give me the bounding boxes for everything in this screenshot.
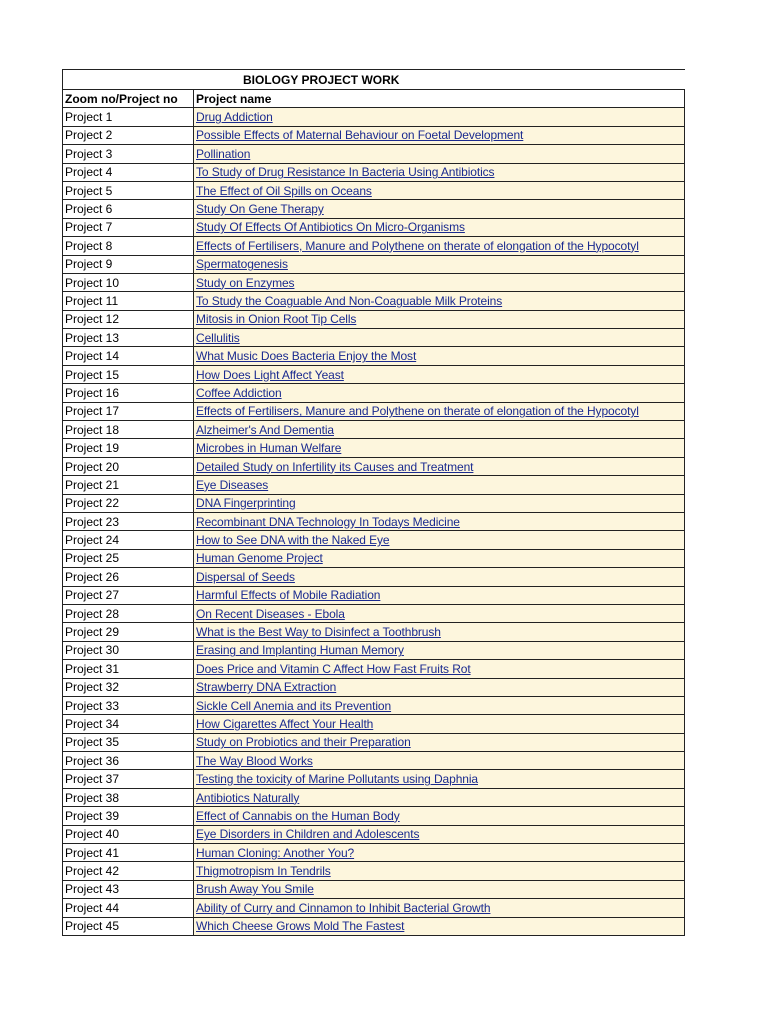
table-row: [63, 531, 685, 549]
project-name-cell: [194, 292, 685, 310]
project-number: Project 23: [63, 512, 194, 530]
table-row: [63, 660, 685, 678]
project-name-cell: [194, 273, 685, 291]
header-row: [63, 90, 685, 108]
project-link[interactable]: Spermatogenesis: [196, 257, 288, 272]
project-link[interactable]: Mitosis in Onion Root Tip Cells: [196, 312, 357, 327]
project-link[interactable]: Drug Addiction: [196, 110, 273, 125]
project-number: Project 24: [63, 531, 194, 549]
project-name-cell: [194, 181, 685, 199]
table-row: [63, 237, 685, 255]
table-row: [63, 273, 685, 291]
project-name-cell: [194, 347, 685, 365]
project-name-cell: [194, 825, 685, 843]
table-row: [63, 476, 685, 494]
project-number: Project 17: [63, 402, 194, 420]
table-row: [63, 862, 685, 880]
project-number: Project 36: [63, 752, 194, 770]
table-row: [63, 494, 685, 512]
project-name-cell: [194, 917, 685, 935]
project-link[interactable]: Human Cloning: Another You?: [196, 845, 355, 860]
project-number: Project 8: [63, 237, 194, 255]
project-number: Project 16: [63, 384, 194, 402]
project-link[interactable]: Thigmotropism In Tendrils: [196, 864, 331, 879]
project-number: Project 42: [63, 862, 194, 880]
table-row: [63, 145, 685, 163]
project-number: Project 4: [63, 163, 194, 181]
project-link[interactable]: Which Cheese Grows Mold The Fastest: [196, 919, 405, 934]
project-link[interactable]: Sickle Cell Anemia and its Prevention: [196, 698, 392, 713]
project-name-cell: [194, 678, 685, 696]
table-row: [63, 752, 685, 770]
project-number: Project 6: [63, 200, 194, 218]
table-row: [63, 696, 685, 714]
project-name-cell: [194, 108, 685, 126]
project-link[interactable]: Study On Gene Therapy: [196, 202, 324, 217]
table-row: [63, 770, 685, 788]
header-project-name: Project name: [194, 90, 685, 108]
project-name-cell: [194, 126, 685, 144]
project-link[interactable]: The Effect of Oil Spills on Oceans: [196, 183, 372, 198]
project-link[interactable]: How Cigarettes Affect Your Health: [196, 716, 374, 731]
project-link[interactable]: Effects of Fertilisers, Manure and Polythene on therate of elongation of the Hypocotyl: [196, 238, 639, 253]
project-number: Project 29: [63, 623, 194, 641]
project-link[interactable]: Microbes in Human Welfare: [196, 441, 342, 456]
project-link[interactable]: What is the Best Way to Disinfect a Toothbrush: [196, 625, 441, 640]
project-link[interactable]: Cellulitis: [196, 330, 240, 345]
project-number: Project 44: [63, 899, 194, 917]
project-number: Project 2: [63, 126, 194, 144]
project-link[interactable]: DNA Fingerprinting: [196, 496, 296, 511]
table-row: [63, 899, 685, 917]
project-name-cell: [194, 623, 685, 641]
project-link[interactable]: On Recent Diseases - Ebola: [196, 606, 345, 621]
project-number: Project 20: [63, 457, 194, 475]
project-name-cell: [194, 421, 685, 439]
project-name-cell: [194, 145, 685, 163]
table-row: [63, 825, 685, 843]
project-number: Project 30: [63, 641, 194, 659]
project-name-cell: [194, 439, 685, 457]
project-name-cell: [194, 862, 685, 880]
project-number: Project 10: [63, 273, 194, 291]
project-name-cell: [194, 733, 685, 751]
project-link[interactable]: What Music Does Bacteria Enjoy the Most: [196, 349, 417, 364]
project-number: Project 15: [63, 365, 194, 383]
project-name-cell: [194, 218, 685, 236]
project-link[interactable]: Testing the toxicity of Marine Pollutants using Daphnia: [196, 772, 478, 787]
project-link[interactable]: Dispersal of Seeds: [196, 569, 295, 584]
project-name-cell: [194, 494, 685, 512]
header-project-no: Zoom no/Project no: [63, 90, 194, 108]
table-row: [63, 457, 685, 475]
table-row: [63, 163, 685, 181]
project-name-cell: [194, 476, 685, 494]
table-row: [63, 549, 685, 567]
table-row: [63, 715, 685, 733]
project-name-cell: [194, 163, 685, 181]
project-name-cell: [194, 512, 685, 530]
project-link[interactable]: Eye Disorders in Children and Adolescents: [196, 827, 420, 842]
project-link[interactable]: Detailed Study on Infertility its Causes and Treatment: [196, 459, 474, 474]
project-name-cell: [194, 788, 685, 806]
project-name-cell: [194, 549, 685, 567]
project-number: Project 27: [63, 586, 194, 604]
project-link[interactable]: Recombinant DNA Technology In Todays Medicine: [196, 514, 460, 529]
project-name-cell: [194, 310, 685, 328]
project-table: [62, 69, 685, 936]
table-row: [63, 292, 685, 310]
table-row: [63, 623, 685, 641]
table-row: [63, 126, 685, 144]
table-row: [63, 733, 685, 751]
project-link[interactable]: Effects of Fertilisers, Manure and Polythene on therate of elongation of the Hypocotyl: [196, 404, 639, 419]
project-name-cell: [194, 660, 685, 678]
table-row: [63, 365, 685, 383]
project-number: Project 33: [63, 696, 194, 714]
project-number: Project 34: [63, 715, 194, 733]
project-link[interactable]: Pollination: [196, 146, 251, 161]
project-name-cell: [194, 365, 685, 383]
table-row: [63, 880, 685, 898]
table-row: [63, 512, 685, 530]
table-row: [63, 807, 685, 825]
table-row: [63, 255, 685, 273]
project-number: Project 35: [63, 733, 194, 751]
project-number: Project 11: [63, 292, 194, 310]
table-row: [63, 218, 685, 236]
project-number: Project 25: [63, 549, 194, 567]
project-number: Project 31: [63, 660, 194, 678]
table-row: [63, 108, 685, 126]
project-name-cell: [194, 715, 685, 733]
title-row: [63, 70, 685, 90]
project-name-cell: [194, 255, 685, 273]
project-number: Project 18: [63, 421, 194, 439]
project-name-cell: [194, 568, 685, 586]
project-number: Project 43: [63, 880, 194, 898]
project-name-cell: [194, 237, 685, 255]
table-row: [63, 310, 685, 328]
table-row: [63, 181, 685, 199]
project-link[interactable]: To Study the Coaguable And Non-Coaguable Milk Proteins: [196, 293, 503, 308]
project-link[interactable]: Does Price and Vitamin C Affect How Fast Fruits Rot: [196, 661, 471, 676]
table-row: [63, 788, 685, 806]
project-link[interactable]: Eye Diseases: [196, 477, 269, 492]
project-name-cell: [194, 457, 685, 475]
project-name-cell: [194, 604, 685, 622]
project-link[interactable]: Effect of Cannabis on the Human Body: [196, 808, 400, 823]
project-link[interactable]: Possible Effects of Maternal Behaviour on Foetal Development: [196, 128, 524, 143]
table-row: [63, 586, 685, 604]
table-row: [63, 384, 685, 402]
project-rows: [63, 108, 685, 936]
project-number: Project 5: [63, 181, 194, 199]
table-row: [63, 439, 685, 457]
project-name-cell: [194, 807, 685, 825]
table-row: [63, 421, 685, 439]
table-row: [63, 200, 685, 218]
table-row: [63, 604, 685, 622]
project-number: Project 7: [63, 218, 194, 236]
table-row: [63, 917, 685, 935]
project-number: Project 14: [63, 347, 194, 365]
project-link[interactable]: Study on Probiotics and their Preparation: [196, 735, 411, 750]
project-name-cell: [194, 329, 685, 347]
project-name-cell: [194, 384, 685, 402]
project-number: Project 37: [63, 770, 194, 788]
project-link[interactable]: How to See DNA with the Naked Eye: [196, 533, 390, 548]
project-number: Project 21: [63, 476, 194, 494]
table-row: [63, 347, 685, 365]
project-name-cell: [194, 899, 685, 917]
table-row: [63, 568, 685, 586]
project-link[interactable]: Alzheimer's And Dementia: [196, 422, 334, 437]
project-name-cell: [194, 200, 685, 218]
project-number: Project 28: [63, 604, 194, 622]
project-number: Project 32: [63, 678, 194, 696]
project-number: Project 3: [63, 145, 194, 163]
sheet-title: BIOLOGY PROJECT WORK: [63, 70, 685, 90]
project-link[interactable]: Strawberry DNA Extraction: [196, 680, 337, 695]
project-number: Project 45: [63, 917, 194, 935]
project-link[interactable]: Coffee Addiction: [196, 385, 282, 400]
project-link[interactable]: How Does Light Affect Yeast: [196, 367, 344, 382]
project-name-cell: [194, 880, 685, 898]
project-link[interactable]: Brush Away You Smile: [196, 882, 314, 897]
project-link[interactable]: Harmful Effects of Mobile Radiation: [196, 588, 381, 603]
project-name-cell: [194, 531, 685, 549]
project-link[interactable]: To Study of Drug Resistance In Bacteria Using Antibiotics: [196, 165, 495, 180]
project-name-cell: [194, 696, 685, 714]
project-name-cell: [194, 586, 685, 604]
project-name-cell: [194, 844, 685, 862]
project-number: Project 40: [63, 825, 194, 843]
project-number: Project 22: [63, 494, 194, 512]
project-number: Project 1: [63, 108, 194, 126]
project-number: Project 41: [63, 844, 194, 862]
project-name-cell: [194, 770, 685, 788]
project-number: Project 9: [63, 255, 194, 273]
project-number: Project 39: [63, 807, 194, 825]
project-number: Project 38: [63, 788, 194, 806]
project-number: Project 13: [63, 329, 194, 347]
project-link[interactable]: Study Of Effects Of Antibiotics On Micro-Organisms: [196, 220, 465, 235]
project-link[interactable]: Antibiotics Naturally: [196, 790, 300, 805]
project-link[interactable]: Human Genome Project: [196, 551, 323, 566]
table-row: [63, 844, 685, 862]
project-name-cell: [194, 641, 685, 659]
project-name-cell: [194, 402, 685, 420]
table-row: [63, 402, 685, 420]
project-number: Project 19: [63, 439, 194, 457]
table-row: [63, 678, 685, 696]
project-link[interactable]: Ability of Curry and Cinnamon to Inhibit Bacterial Growth: [196, 900, 491, 915]
table-row: [63, 641, 685, 659]
project-name-cell: [194, 752, 685, 770]
project-number: Project 12: [63, 310, 194, 328]
table-row: [63, 329, 685, 347]
project-link[interactable]: The Way Blood Works: [196, 753, 313, 768]
project-link[interactable]: Erasing and Implanting Human Memory: [196, 643, 404, 658]
project-number: Project 26: [63, 568, 194, 586]
project-link[interactable]: Study on Enzymes: [196, 275, 295, 290]
